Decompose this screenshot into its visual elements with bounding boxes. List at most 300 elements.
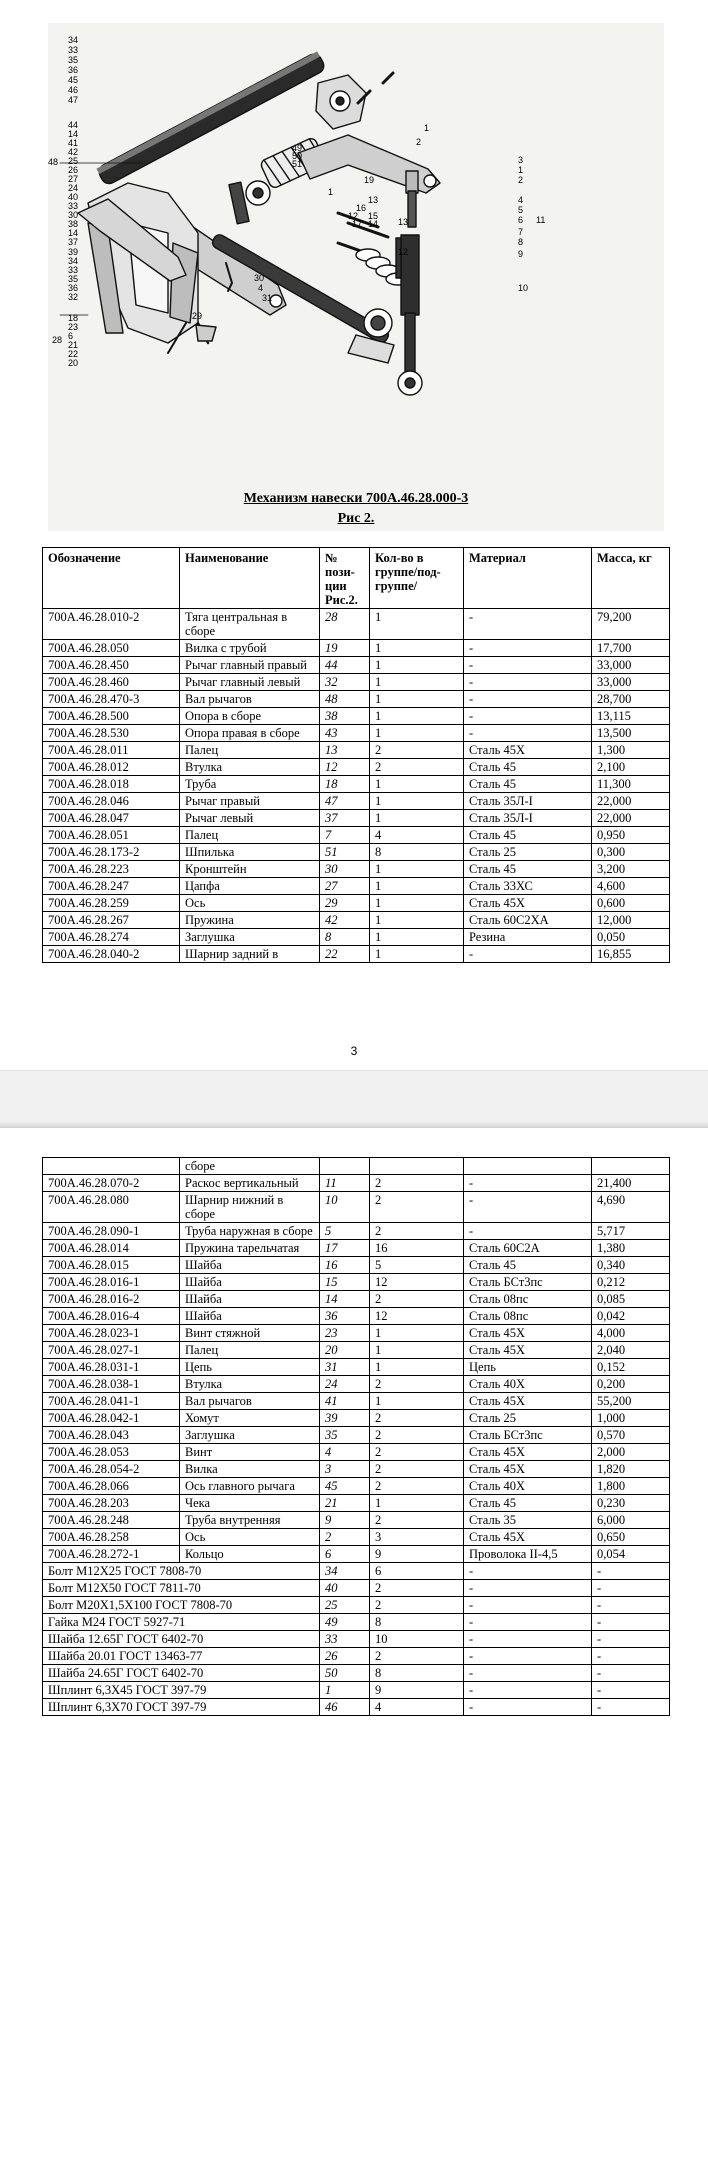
material-cell: Сталь 45	[464, 827, 592, 844]
name-cell: Опора правая в сборе	[180, 725, 320, 742]
quantity-cell: 1	[370, 895, 464, 912]
quantity-cell: 12	[370, 1274, 464, 1291]
table-row	[43, 708, 670, 725]
svg-text:6: 6	[68, 331, 74, 341]
svg-text:16: 16	[356, 203, 367, 213]
quantity-cell: 12	[370, 1308, 464, 1325]
svg-text:10: 10	[518, 283, 529, 293]
exploded-view-drawing	[48, 23, 664, 483]
designation-cell: 700А.46.28.460	[43, 674, 180, 691]
mass-cell: 1,820	[592, 1461, 670, 1478]
position-cell: 2	[320, 1529, 370, 1546]
table-row	[43, 1665, 670, 1682]
quantity-cell: 1	[370, 725, 464, 742]
svg-text:11: 11	[536, 215, 546, 225]
mass-cell: 2,100	[592, 759, 670, 776]
position-cell: 47	[320, 793, 370, 810]
position-cell: 12	[320, 759, 370, 776]
header-quantity: Кол-во в группе/под-группе/	[370, 548, 464, 609]
name-cell: Заглушка	[180, 1427, 320, 1444]
position-cell: 14	[320, 1291, 370, 1308]
table-row	[43, 1631, 670, 1648]
mass-cell: 0,230	[592, 1495, 670, 1512]
position-cell: 16	[320, 1257, 370, 1274]
svg-text:13: 13	[368, 195, 379, 205]
name-cell: Раскос вертикальный	[180, 1175, 320, 1192]
svg-text:33: 33	[68, 265, 79, 275]
mass-cell: -	[592, 1665, 670, 1682]
mass-cell: 17,700	[592, 640, 670, 657]
parts-table-2	[42, 1157, 670, 1716]
name-cell: Втулка	[180, 759, 320, 776]
mass-cell: 55,200	[592, 1393, 670, 1410]
mass-cell: 4,690	[592, 1192, 670, 1223]
designation-cell: Гайка М24 ГОСТ 5927-71	[43, 1614, 320, 1631]
svg-text:1: 1	[328, 187, 334, 197]
position-cell: 42	[320, 912, 370, 929]
mass-cell: 1,380	[592, 1240, 670, 1257]
table-row	[43, 691, 670, 708]
table-row	[43, 1410, 670, 1427]
name-cell: Вал рычагов	[180, 1393, 320, 1410]
material-cell: -	[464, 1665, 592, 1682]
position-cell: 11	[320, 1175, 370, 1192]
material-cell: Сталь БСт3пс	[464, 1427, 592, 1444]
svg-text:14: 14	[68, 228, 79, 238]
designation-cell: 700А.46.28.016-4	[43, 1308, 180, 1325]
quantity-cell: 1	[370, 708, 464, 725]
svg-text:50: 50	[292, 151, 303, 161]
designation-cell: 700А.46.28.054-2	[43, 1461, 180, 1478]
designation-cell: 700А.46.28.051	[43, 827, 180, 844]
table-row	[43, 912, 670, 929]
mass-cell: 2,040	[592, 1342, 670, 1359]
position-cell: 29	[320, 895, 370, 912]
table-row	[43, 1563, 670, 1580]
material-cell: -	[464, 1563, 592, 1580]
svg-text:14: 14	[368, 219, 379, 229]
quantity-cell: 8	[370, 1614, 464, 1631]
svg-text:26: 26	[68, 165, 79, 175]
svg-text:35: 35	[68, 55, 79, 65]
svg-text:47: 47	[68, 95, 79, 105]
quantity-cell: 2	[370, 1580, 464, 1597]
mass-cell: -	[592, 1682, 670, 1699]
svg-text:33: 33	[68, 45, 79, 55]
material-cell: -	[464, 708, 592, 725]
quantity-cell: 2	[370, 1410, 464, 1427]
name-cell: Пружина тарельчатая	[180, 1240, 320, 1257]
table-row	[43, 1393, 670, 1410]
material-cell: Сталь 45Х	[464, 1529, 592, 1546]
material-cell: -	[464, 1223, 592, 1240]
svg-text:22: 22	[68, 349, 79, 359]
position-cell: 6	[320, 1546, 370, 1563]
designation-cell: 700А.46.28.043	[43, 1427, 180, 1444]
material-cell: Сталь 45Х	[464, 1325, 592, 1342]
svg-text:8: 8	[518, 237, 524, 247]
designation-cell: 700А.46.28.050	[43, 640, 180, 657]
position-cell: 26	[320, 1648, 370, 1665]
position-cell: 24	[320, 1376, 370, 1393]
position-cell: 5	[320, 1223, 370, 1240]
designation-cell: 700А.46.28.080	[43, 1192, 180, 1223]
position-cell: 25	[320, 1597, 370, 1614]
material-cell: -	[464, 1631, 592, 1648]
svg-text:15: 15	[368, 211, 379, 221]
mass-cell: 16,855	[592, 946, 670, 963]
name-cell: Рычаг правый	[180, 793, 320, 810]
svg-text:36: 36	[68, 65, 79, 75]
table-row	[43, 1257, 670, 1274]
designation-cell: Шайба 12.65Г ГОСТ 6402-70	[43, 1631, 320, 1648]
designation-cell: 700А.46.28.500	[43, 708, 180, 725]
table-row	[43, 1342, 670, 1359]
quantity-cell: 16	[370, 1240, 464, 1257]
mass-cell: -	[592, 1614, 670, 1631]
designation-cell: 700А.46.28.066	[43, 1478, 180, 1495]
material-cell: Сталь 45Х	[464, 1342, 592, 1359]
table-row	[43, 1325, 670, 1342]
material-cell: Сталь 45Х	[464, 1444, 592, 1461]
table-row	[43, 1478, 670, 1495]
designation-cell: 700А.46.28.010-2	[43, 609, 180, 640]
mass-cell: 1,300	[592, 742, 670, 759]
svg-text:12: 12	[348, 211, 359, 221]
quantity-cell: 2	[370, 1175, 464, 1192]
svg-text:33: 33	[68, 201, 79, 211]
quantity-cell: 2	[370, 742, 464, 759]
svg-text:37: 37	[68, 237, 79, 247]
table-row	[43, 1192, 670, 1223]
name-cell: Вилка	[180, 1461, 320, 1478]
material-cell: Сталь 08пс	[464, 1291, 592, 1308]
table-row	[43, 1682, 670, 1699]
designation-cell: 700А.46.28.046	[43, 793, 180, 810]
designation-cell: 700А.46.28.223	[43, 861, 180, 878]
material-cell: Сталь 25	[464, 844, 592, 861]
quantity-cell: 10	[370, 1631, 464, 1648]
quantity-cell: 1	[370, 1495, 464, 1512]
mass-cell: 0,600	[592, 895, 670, 912]
position-cell: 35	[320, 1427, 370, 1444]
table-row	[43, 776, 670, 793]
designation-cell: 700А.46.28.047	[43, 810, 180, 827]
position-cell: 33	[320, 1631, 370, 1648]
position-cell: 51	[320, 844, 370, 861]
position-cell: 49	[320, 1614, 370, 1631]
mass-cell: 0,085	[592, 1291, 670, 1308]
svg-text:28: 28	[52, 335, 63, 345]
svg-text:20: 20	[68, 358, 79, 368]
quantity-cell: 2	[370, 759, 464, 776]
table-row	[43, 793, 670, 810]
svg-text:42: 42	[68, 147, 79, 157]
svg-text:3: 3	[518, 155, 524, 165]
material-cell: -	[464, 640, 592, 657]
designation-cell: 700А.46.28.040-2	[43, 946, 180, 963]
material-cell: Сталь 45Х	[464, 895, 592, 912]
mass-cell: 33,000	[592, 657, 670, 674]
name-cell: Пружина	[180, 912, 320, 929]
table-row	[43, 674, 670, 691]
header-name: Наименование	[180, 548, 320, 609]
designation-cell: Болт М12Х50 ГОСТ 7811-70	[43, 1580, 320, 1597]
header-designation: Обозначение	[43, 548, 180, 609]
mass-cell: -	[592, 1648, 670, 1665]
material-cell: Сталь БСт3пс	[464, 1274, 592, 1291]
quantity-cell: 8	[370, 844, 464, 861]
svg-text:2: 2	[416, 137, 422, 147]
position-cell: 45	[320, 1478, 370, 1495]
quantity-cell: 2	[370, 1461, 464, 1478]
designation-cell: 700А.46.28.042-1	[43, 1410, 180, 1427]
quantity-cell: 2	[370, 1478, 464, 1495]
quantity-cell: 1	[370, 674, 464, 691]
svg-text:30: 30	[254, 273, 265, 283]
quantity-cell: 3	[370, 1529, 464, 1546]
svg-text:34: 34	[68, 35, 79, 45]
position-cell: 10	[320, 1192, 370, 1223]
svg-text:39: 39	[68, 247, 79, 257]
svg-text:44: 44	[68, 120, 79, 130]
material-cell: Цепь	[464, 1359, 592, 1376]
mass-cell: -	[592, 1597, 670, 1614]
quantity-cell: 2	[370, 1597, 464, 1614]
table-row	[43, 609, 670, 640]
svg-text:4: 4	[258, 283, 264, 293]
position-cell: 22	[320, 946, 370, 963]
mass-cell: -	[592, 1699, 670, 1716]
designation-cell	[43, 1158, 180, 1175]
designation-cell: 700А.46.28.267	[43, 912, 180, 929]
designation-cell: 700А.46.28.173-2	[43, 844, 180, 861]
mass-cell: 0,212	[592, 1274, 670, 1291]
table-row	[43, 759, 670, 776]
designation-cell: 700А.46.28.090-1	[43, 1223, 180, 1240]
designation-cell: 700А.46.28.015	[43, 1257, 180, 1274]
quantity-cell: 2	[370, 1512, 464, 1529]
designation-cell: 700А.46.28.016-2	[43, 1291, 180, 1308]
quantity-cell: 2	[370, 1192, 464, 1223]
mass-cell: 0,050	[592, 929, 670, 946]
table-header-row	[43, 548, 670, 609]
svg-text:4: 4	[518, 195, 524, 205]
name-cell: Шарнир нижний в сборе	[180, 1192, 320, 1223]
svg-text:25: 25	[68, 156, 79, 166]
designation-cell: Шайба 20.01 ГОСТ 13463-77	[43, 1648, 320, 1665]
designation-cell: Болт М12Х25 ГОСТ 7808-70	[43, 1563, 320, 1580]
quantity-cell: 1	[370, 609, 464, 640]
material-cell: -	[464, 657, 592, 674]
material-cell: Сталь 45	[464, 776, 592, 793]
name-cell: Шайба	[180, 1308, 320, 1325]
position-cell: 15	[320, 1274, 370, 1291]
mass-cell: 13,500	[592, 725, 670, 742]
page-number: 3	[350, 1044, 358, 1058]
svg-text:12: 12	[398, 247, 409, 257]
material-cell: Сталь 45Х	[464, 1461, 592, 1478]
mass-cell: -	[592, 1580, 670, 1597]
assembly-drawing	[48, 23, 664, 531]
material-cell: -	[464, 1699, 592, 1716]
table-row	[43, 1175, 670, 1192]
position-cell	[320, 1158, 370, 1175]
position-cell: 19	[320, 640, 370, 657]
quantity-cell: 2	[370, 1376, 464, 1393]
material-cell: -	[464, 1682, 592, 1699]
designation-cell: 700А.46.28.247	[43, 878, 180, 895]
designation-cell: Шплинт 6,3Х45 ГОСТ 397-79	[43, 1682, 320, 1699]
mass-cell: 0,200	[592, 1376, 670, 1393]
table-row	[43, 929, 670, 946]
mass-cell: -	[592, 1563, 670, 1580]
svg-text:18: 18	[68, 313, 79, 323]
svg-text:1: 1	[518, 165, 524, 175]
table-row	[43, 640, 670, 657]
svg-text:13: 13	[398, 217, 409, 227]
designation-cell: 700А.46.28.248	[43, 1512, 180, 1529]
material-cell: Сталь 60С2ХА	[464, 912, 592, 929]
material-cell: -	[464, 1597, 592, 1614]
designation-cell: 700А.46.28.053	[43, 1444, 180, 1461]
table-row	[43, 1597, 670, 1614]
designation-cell: 700А.46.28.272-1	[43, 1546, 180, 1563]
material-cell: Сталь 60С2А	[464, 1240, 592, 1257]
material-cell: Сталь 45	[464, 1495, 592, 1512]
svg-text:51: 51	[292, 159, 303, 169]
quantity-cell	[370, 1158, 464, 1175]
material-cell: Сталь 45	[464, 759, 592, 776]
quantity-cell: 1	[370, 657, 464, 674]
quantity-cell: 4	[370, 827, 464, 844]
designation-cell: 700А.46.28.258	[43, 1529, 180, 1546]
mass-cell: 0,042	[592, 1308, 670, 1325]
name-cell: Заглушка	[180, 929, 320, 946]
name-cell: Шайба	[180, 1291, 320, 1308]
quantity-cell: 1	[370, 1342, 464, 1359]
material-cell	[464, 1158, 592, 1175]
position-cell: 3	[320, 1461, 370, 1478]
quantity-cell: 6	[370, 1563, 464, 1580]
svg-text:48: 48	[48, 157, 59, 167]
svg-text:5: 5	[518, 205, 524, 215]
mass-cell: 1,000	[592, 1410, 670, 1427]
table-row	[43, 844, 670, 861]
name-cell: Хомут	[180, 1410, 320, 1427]
table-row	[43, 1648, 670, 1665]
quantity-cell: 1	[370, 793, 464, 810]
table-row	[43, 1699, 670, 1716]
position-cell: 46	[320, 1699, 370, 1716]
position-cell: 18	[320, 776, 370, 793]
quantity-cell: 1	[370, 776, 464, 793]
material-cell: -	[464, 1648, 592, 1665]
name-cell: Ось главного рычага	[180, 1478, 320, 1495]
name-cell: Тяга центральная в сборе	[180, 609, 320, 640]
position-cell: 1	[320, 1682, 370, 1699]
quantity-cell: 5	[370, 1257, 464, 1274]
quantity-cell: 1	[370, 929, 464, 946]
table-row	[43, 1580, 670, 1597]
position-cell: 7	[320, 827, 370, 844]
designation-cell: 700А.46.28.031-1	[43, 1359, 180, 1376]
mass-cell: 21,400	[592, 1175, 670, 1192]
position-cell: 32	[320, 674, 370, 691]
position-cell: 23	[320, 1325, 370, 1342]
svg-text:27: 27	[68, 174, 79, 184]
material-cell: -	[464, 1192, 592, 1223]
mass-cell	[592, 1158, 670, 1175]
table-row	[43, 1240, 670, 1257]
name-cell: Рычаг левый	[180, 810, 320, 827]
position-cell: 40	[320, 1580, 370, 1597]
table-row	[43, 1512, 670, 1529]
quantity-cell: 2	[370, 1444, 464, 1461]
mass-cell: 2,000	[592, 1444, 670, 1461]
quantity-cell: 2	[370, 1648, 464, 1665]
position-cell: 39	[320, 1410, 370, 1427]
designation-cell: 700А.46.28.012	[43, 759, 180, 776]
position-cell: 34	[320, 1563, 370, 1580]
position-cell: 50	[320, 1665, 370, 1682]
position-cell: 4	[320, 1444, 370, 1461]
position-cell: 28	[320, 609, 370, 640]
position-cell: 20	[320, 1342, 370, 1359]
quantity-cell: 1	[370, 810, 464, 827]
mass-cell: 3,200	[592, 861, 670, 878]
designation-cell: 700А.46.28.203	[43, 1495, 180, 1512]
position-cell: 48	[320, 691, 370, 708]
quantity-cell: 1	[370, 1393, 464, 1410]
quantity-cell: 1	[370, 946, 464, 963]
designation-cell: Болт М20Х1,5Х100 ГОСТ 7808-70	[43, 1597, 320, 1614]
mass-cell: 1,800	[592, 1478, 670, 1495]
name-cell: Рычаг главный левый	[180, 674, 320, 691]
position-cell: 31	[320, 1359, 370, 1376]
designation-cell: 700А.46.28.041-1	[43, 1393, 180, 1410]
designation-cell: 700А.46.28.274	[43, 929, 180, 946]
svg-text:35: 35	[68, 274, 79, 284]
designation-cell: 700А.46.28.027-1	[43, 1342, 180, 1359]
name-cell: Шайба	[180, 1257, 320, 1274]
mass-cell: 22,000	[592, 793, 670, 810]
material-cell: Сталь 45	[464, 861, 592, 878]
mass-cell: 5,717	[592, 1223, 670, 1240]
header-material: Материал	[464, 548, 592, 609]
quantity-cell: 4	[370, 1699, 464, 1716]
name-cell: Палец	[180, 827, 320, 844]
position-cell: 36	[320, 1308, 370, 1325]
quantity-cell: 8	[370, 1665, 464, 1682]
table-row	[43, 861, 670, 878]
table-row	[43, 878, 670, 895]
svg-text:46: 46	[68, 85, 79, 95]
name-cell: Винт стяжной	[180, 1325, 320, 1342]
table-row	[43, 1614, 670, 1631]
table-row	[43, 895, 670, 912]
mass-cell: 12,000	[592, 912, 670, 929]
quantity-cell: 2	[370, 1427, 464, 1444]
material-cell: -	[464, 691, 592, 708]
svg-text:19: 19	[364, 175, 375, 185]
name-cell: Винт	[180, 1444, 320, 1461]
table-row	[43, 827, 670, 844]
designation-cell: Шплинт 6,3Х70 ГОСТ 397-79	[43, 1699, 320, 1716]
name-cell: Вилка с трубой	[180, 640, 320, 657]
designation-cell: 700А.46.28.450	[43, 657, 180, 674]
designation-cell: 700А.46.28.011	[43, 742, 180, 759]
